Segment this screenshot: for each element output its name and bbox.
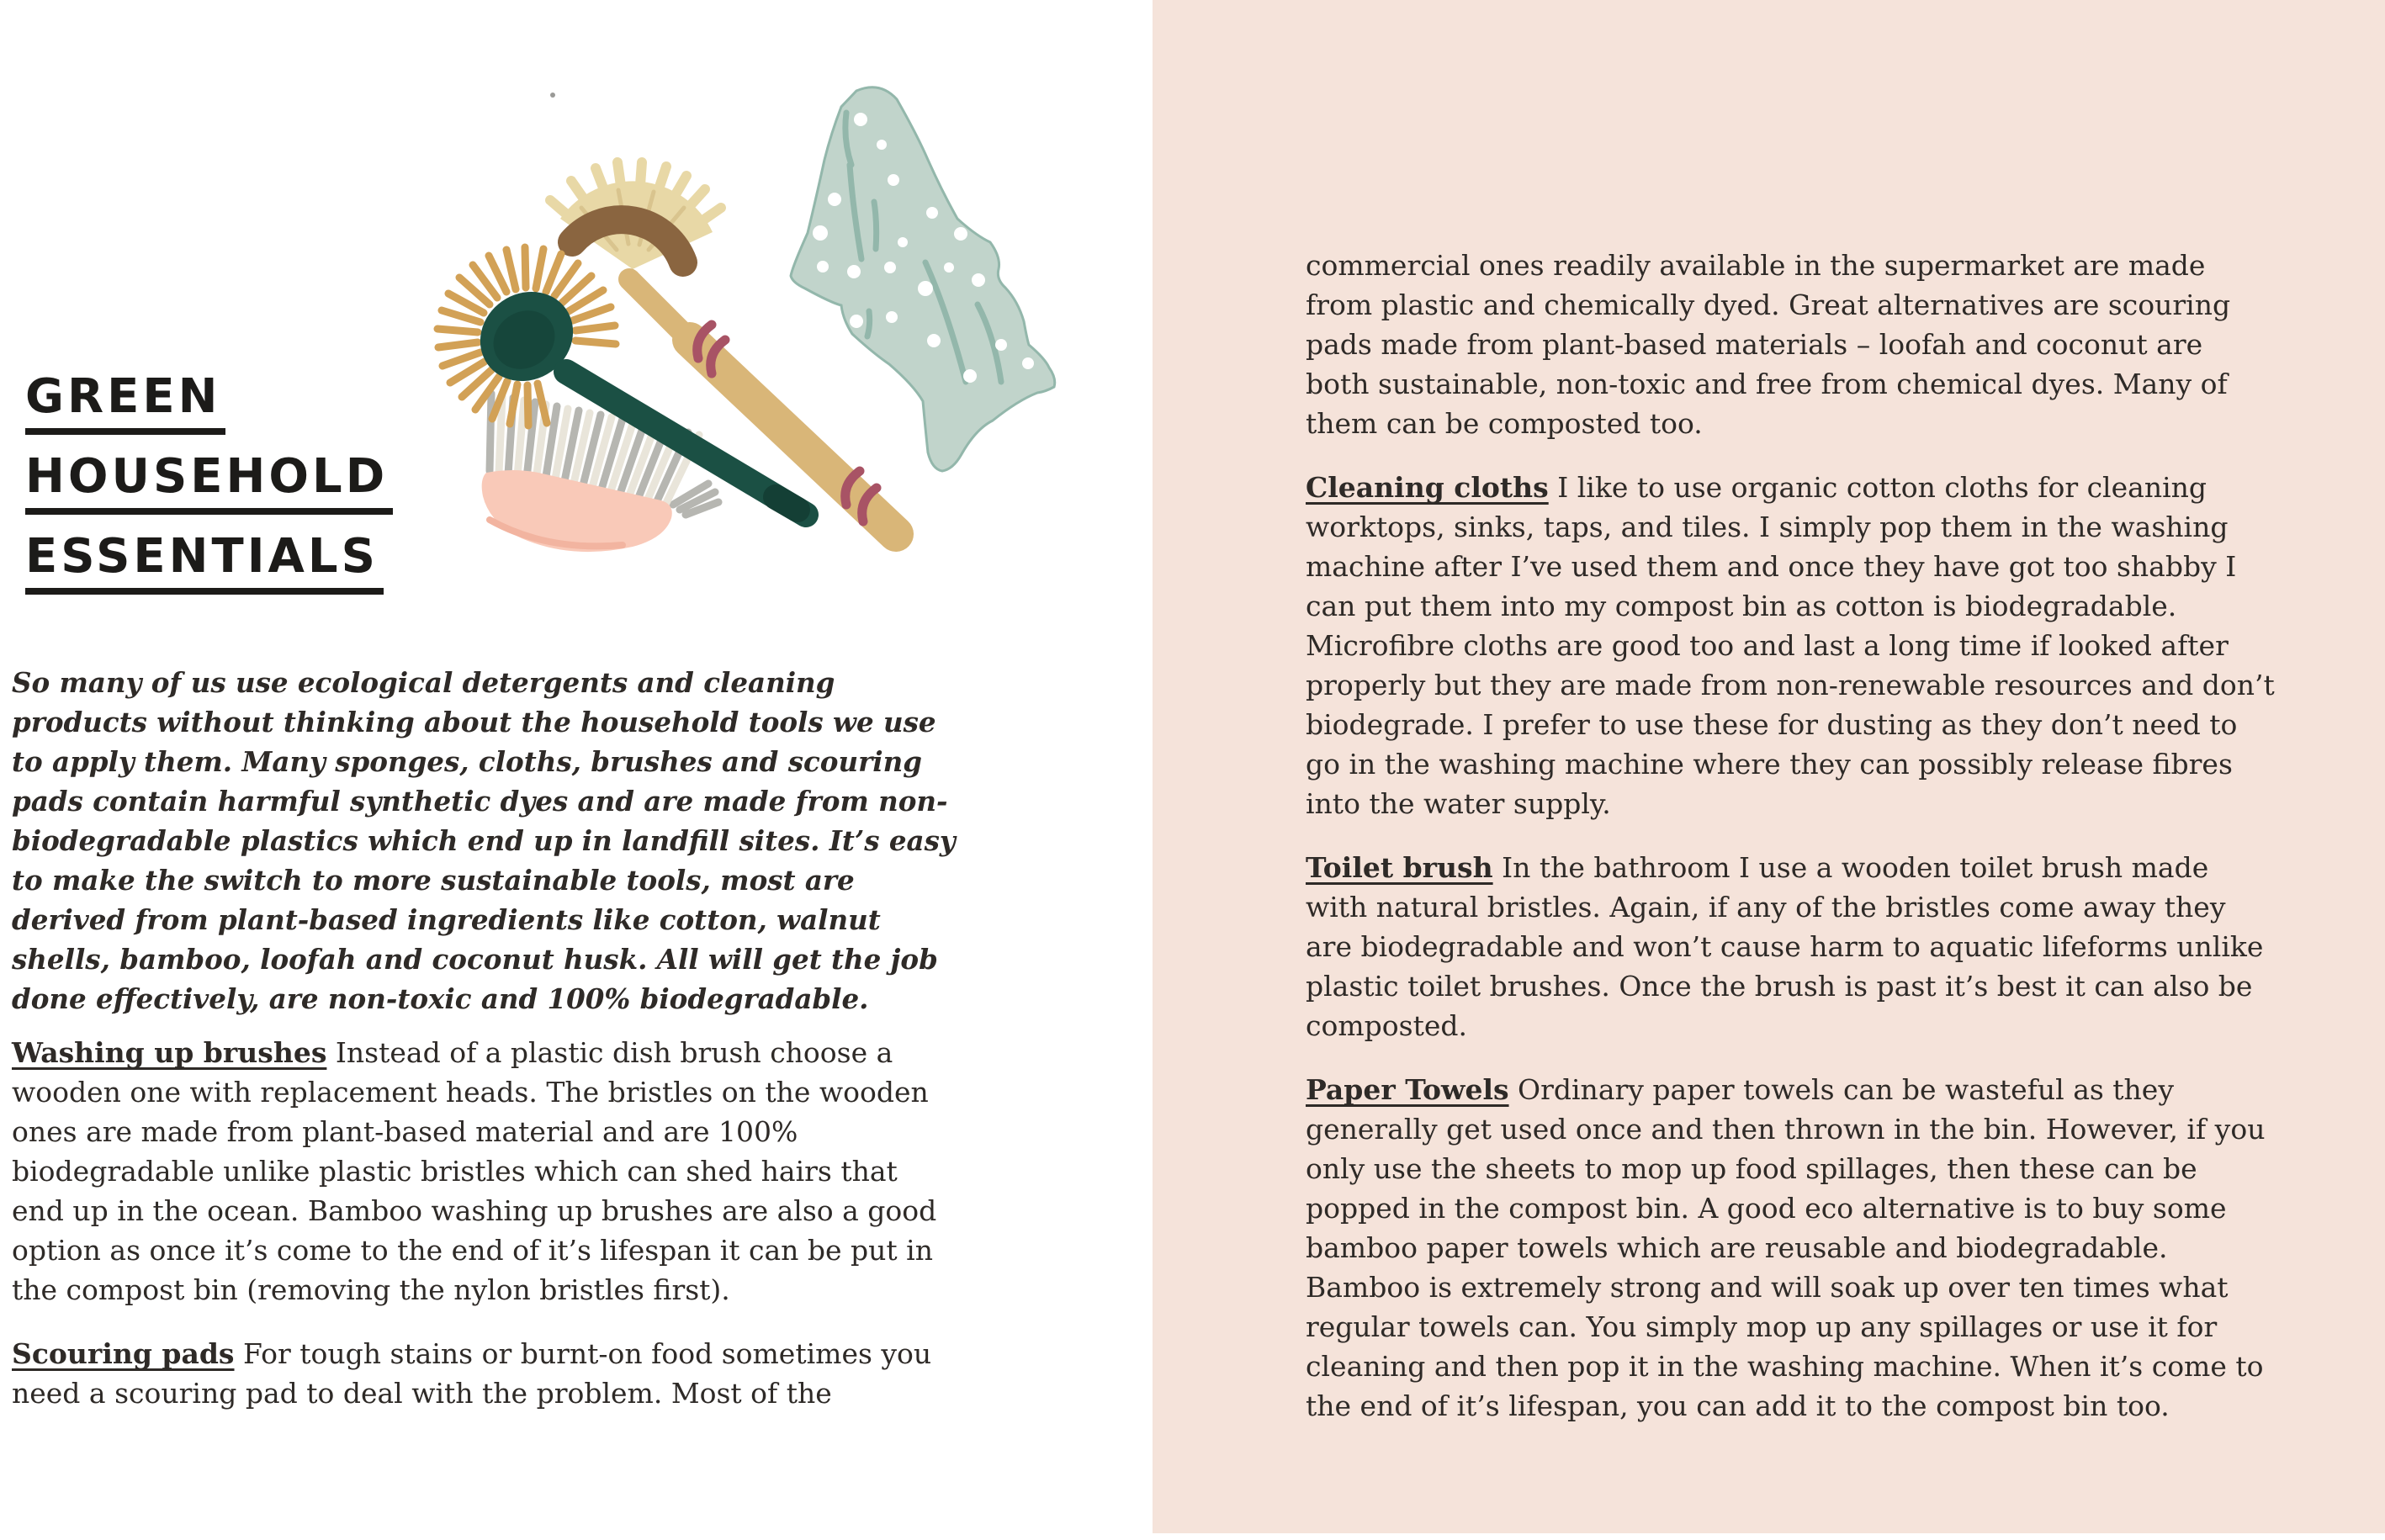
paragraph-body: I like to use organic cotton cloths for cleaning worktops, sinks, taps, and tiles. I simply pop them in the washing machine after I’ve used them and once they have got too shabby I can put them into my compost bin as cotton is biodegradable. Microfibre cloths are good too and last a long time if looked after properly but they are made from non-renewable resources and don’t biodegrade. I prefer to use these for dusting as they don’t need to go in the washing machine where they can possibly release fibres into the water supply. — [1306, 471, 2275, 820]
polka-dot — [884, 262, 896, 273]
pink-scrubbing-brush-icon — [482, 394, 718, 552]
paragraph-scouring-pads-continued — [1306, 246, 2275, 443]
paint-speck — [550, 93, 555, 98]
cleaning-tools-illustration — [412, 59, 1102, 698]
paragraph-body: commercial ones readily available in the supermarket are made from plastic and chemically dyed. Great alternatives are scouring pads made from plant-based materials – loofah and coconut are both sustainable, non-toxic and free from chemical dyes. Many of them can be composted too. — [1306, 249, 2231, 440]
paragraph-body: In the bathroom I use a wooden toilet brush made with natural bristles. Again, if any of the bristles come away they are biodegradable and won’t cause harm to aquatic lifeforms unlike plastic toilet brushes. Once the brush is past it’s best it can also be composted. — [1306, 851, 2264, 1042]
paragraph-body: Ordinary paper towels can be wasteful as they generally get used once and then thrown in the bin. However, if you only use the sheets to mop up food spillages, then these can be popped in the compost bin. A good eco alternative is to buy some bamboo paper towels which are reusable and biodegradable. Bamboo is extremely strong and will soak up over ten times what regular towels can. You simply mop up any spillages or use it for cleaning and then pop it in the washing machine. When it’s come to the end of it’s lifespan, you can add it to the compost bin too. — [1306, 1073, 2266, 1422]
cloth-shape — [791, 87, 1055, 471]
polka-dot — [918, 281, 933, 296]
paragraph-cleaning-cloths — [1306, 468, 2275, 823]
paragraph-paper-towels — [1306, 1070, 2275, 1426]
paragraph-lead: Cleaning cloths — [1306, 471, 1549, 504]
polka-dot — [886, 311, 898, 323]
title-line-2 — [25, 449, 393, 515]
paragraph-lead: Paper Towels — [1306, 1073, 1509, 1106]
polka-dot — [854, 113, 867, 126]
polka-dot — [877, 140, 887, 150]
polka-dot — [813, 225, 828, 241]
polka-dot — [847, 265, 861, 278]
right-page — [1153, 0, 2385, 1533]
polka-dot — [927, 334, 941, 347]
polka-dot — [926, 207, 938, 219]
wooden-brush-neck — [629, 279, 683, 333]
paragraph-body: Instead of a plastic dish brush choose a wooden one with replacement heads. The bristles on the wooden ones are made from plant-based material and are 100% biodegradable unlike plastic bristles which can shed hairs that end up in the ocean. Bamboo washing up brushes are also a good option as once it’s come to the end of it’s lifespan it can be put in the compost bin (removing the nylon bristles first). — [12, 1036, 937, 1306]
right-text-column — [1306, 246, 2275, 1450]
polka-dot — [828, 193, 841, 206]
polka-dot — [898, 237, 908, 247]
paragraph-toilet-brush — [1306, 848, 2275, 1045]
paragraph-scouring-pads — [12, 1334, 944, 1413]
polka-dot — [995, 339, 1007, 351]
polka-dot — [972, 273, 985, 287]
title-line-3 — [25, 529, 393, 595]
polka-dot — [817, 261, 829, 273]
title-text-household: HOUSEHOLD — [25, 453, 393, 515]
title-line-1 — [25, 369, 393, 435]
green-handle-tip-shading — [776, 497, 798, 510]
paragraph-lead: Washing up brushes — [12, 1036, 327, 1069]
polka-dot — [1022, 357, 1034, 369]
polka-dot — [850, 315, 863, 328]
left-text-column — [12, 1033, 944, 1437]
paragraph-lead: Toilet brush — [1306, 851, 1493, 884]
title-text-green: GREEN — [25, 373, 225, 435]
polka-dot — [888, 174, 899, 186]
polka-dot — [954, 227, 967, 241]
polka-dot — [963, 369, 977, 383]
paragraph-lead: Scouring pads — [12, 1337, 235, 1370]
title-text-essentials: ESSENTIALS — [25, 533, 384, 595]
paragraph-washing-up-brushes — [12, 1033, 944, 1310]
paragraph-body: For tough stains or burnt-on food sometimes you need a scouring pad to deal with the problem. Most of the — [12, 1337, 932, 1410]
page-title — [25, 369, 393, 613]
polka-dot-cloth-icon — [791, 87, 1055, 471]
polka-dot — [944, 262, 954, 273]
intro-paragraph: So many of us use ecological detergents and cleaning products without thinking about the household tools we use to apply them. Many sponges, cloths, brushes and scouring pads contain harmful synthetic dyes and are made from non-biodegradable plastics which end up in landfill sites. It’s easy to make the switch to more sustainable tools, most are derived from plant-based ingredients like cotton, walnut shells, bamboo, loofah and coconut husk. All will get the job done effectively, are non-toxic and 100% biodegradable. — [12, 666, 956, 1015]
